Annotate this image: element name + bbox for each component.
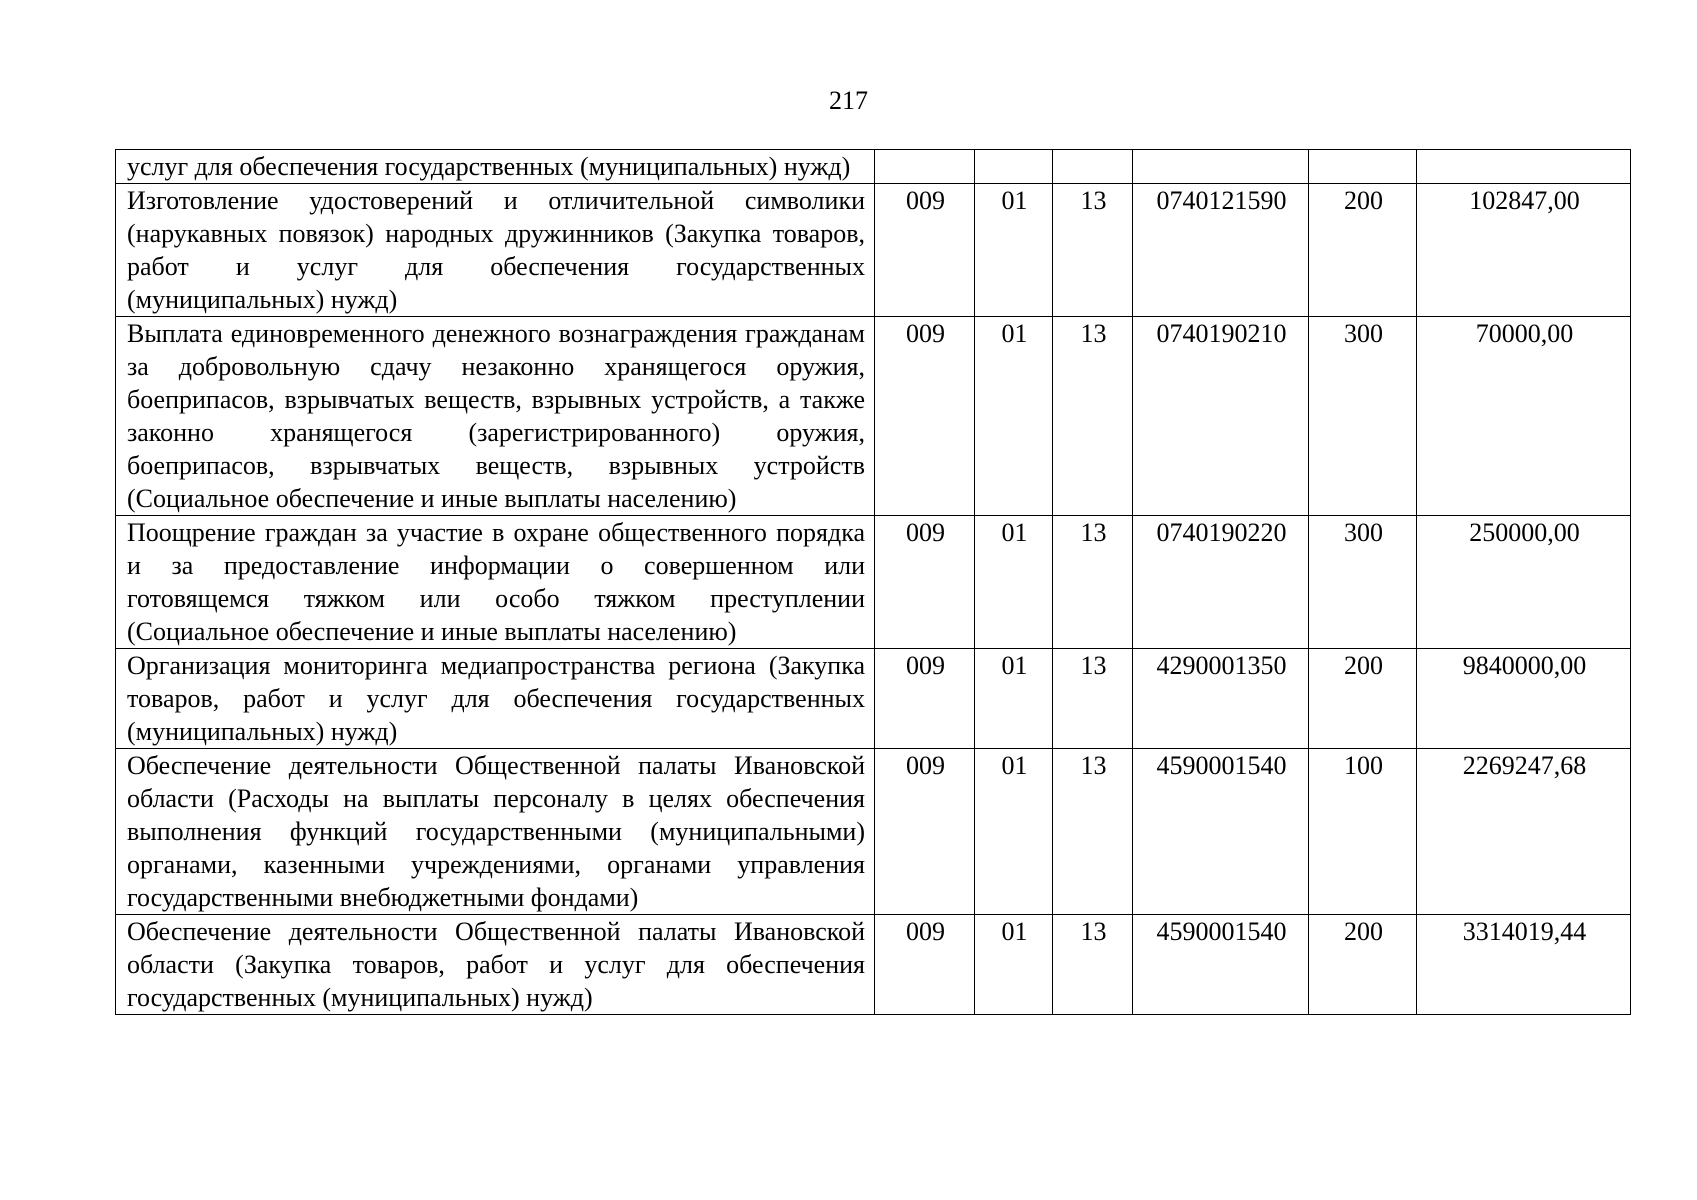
section-code: 01 (975, 184, 1053, 317)
amount: 70000,00 (1417, 317, 1631, 516)
amount: 2269247,68 (1417, 749, 1631, 915)
target-article-code: 4590001540 (1133, 749, 1309, 915)
target-article-code (1133, 150, 1309, 184)
expense-type-code: 300 (1309, 516, 1417, 649)
expense-name: Поощрение граждан за участие в охране общественного порядка и за предоставление информации о совершенном или готовящемся тяжком или особо тяжком преступлении (Социальное обеспечение и иные выплаты населению) (116, 516, 875, 649)
grbs-code: 009 (875, 749, 975, 915)
target-article-code: 0740190220 (1133, 516, 1309, 649)
amount: 9840000,00 (1417, 649, 1631, 749)
expense-type-code: 200 (1309, 915, 1417, 1015)
grbs-code: 009 (875, 649, 975, 749)
expense-name: Обеспечение деятельности Общественной палаты Ивановской области (Закупка товаров, работ и услуг для обеспечения государственных (муниципальных) нужд) (116, 915, 875, 1015)
section-code: 01 (975, 915, 1053, 1015)
grbs-code: 009 (875, 915, 975, 1015)
amount (1417, 150, 1631, 184)
page-number: 217 (829, 86, 868, 115)
expense-type-code: 200 (1309, 184, 1417, 317)
grbs-code: 009 (875, 516, 975, 649)
target-article-code: 0740190210 (1133, 317, 1309, 516)
expense-type-code: 100 (1309, 749, 1417, 915)
table-row (116, 516, 1631, 649)
section-code: 01 (975, 317, 1053, 516)
subsection-code: 13 (1053, 649, 1133, 749)
section-code (975, 150, 1053, 184)
subsection-code: 13 (1053, 516, 1133, 649)
expense-type-code: 200 (1309, 649, 1417, 749)
amount: 250000,00 (1417, 516, 1631, 649)
expense-name: Изготовление удостоверений и отличительной символики (нарукавных повязок) народных дружинников (Закупка товаров, работ и услуг для обеспечения государственных (муниципальных) нужд) (116, 184, 875, 317)
table-row (116, 749, 1631, 915)
amount: 102847,00 (1417, 184, 1631, 317)
subsection-code: 13 (1053, 915, 1133, 1015)
section-code: 01 (975, 516, 1053, 649)
section-code: 01 (975, 749, 1053, 915)
subsection-code: 13 (1053, 317, 1133, 516)
target-article-code: 4590001540 (1133, 915, 1309, 1015)
expense-name: услуг для обеспечения государственных (муниципальных) нужд) (116, 150, 875, 184)
expense-name: Обеспечение деятельности Общественной палаты Ивановской области (Расходы на выплаты персоналу в целях обеспечения выполнения функций государственными (муниципальными) органами, казенными учреждениями, органами управления государственными внебюджетными фондами) (116, 749, 875, 915)
grbs-code: 009 (875, 317, 975, 516)
amount: 3314019,44 (1417, 915, 1631, 1015)
subsection-code: 13 (1053, 749, 1133, 915)
table-row (116, 150, 1631, 184)
budget-table (115, 149, 1631, 1015)
expense-type-code (1309, 150, 1417, 184)
table-row (116, 915, 1631, 1015)
expense-name: Организация мониторинга медиапространства региона (Закупка товаров, работ и услуг для обеспечения государственных (муниципальных) нужд) (116, 649, 875, 749)
table-row (116, 649, 1631, 749)
grbs-code (875, 150, 975, 184)
target-article-code: 0740121590 (1133, 184, 1309, 317)
target-article-code: 4290001350 (1133, 649, 1309, 749)
section-code: 01 (975, 649, 1053, 749)
subsection-code (1053, 150, 1133, 184)
expense-type-code: 300 (1309, 317, 1417, 516)
subsection-code: 13 (1053, 184, 1133, 317)
table-row (116, 184, 1631, 317)
grbs-code: 009 (875, 184, 975, 317)
table-row (116, 317, 1631, 516)
expense-name: Выплата единовременного денежного вознаграждения гражданам за добровольную сдачу незаконно хранящегося оружия, боеприпасов, взрывчатых веществ, взрывных устройств, а также законно хранящегося (зарегистрированного) оружия, боеприпасов, взрывчатых веществ, взрывных устройств (Социальное обеспечение и иные выплаты населению) (116, 317, 875, 516)
